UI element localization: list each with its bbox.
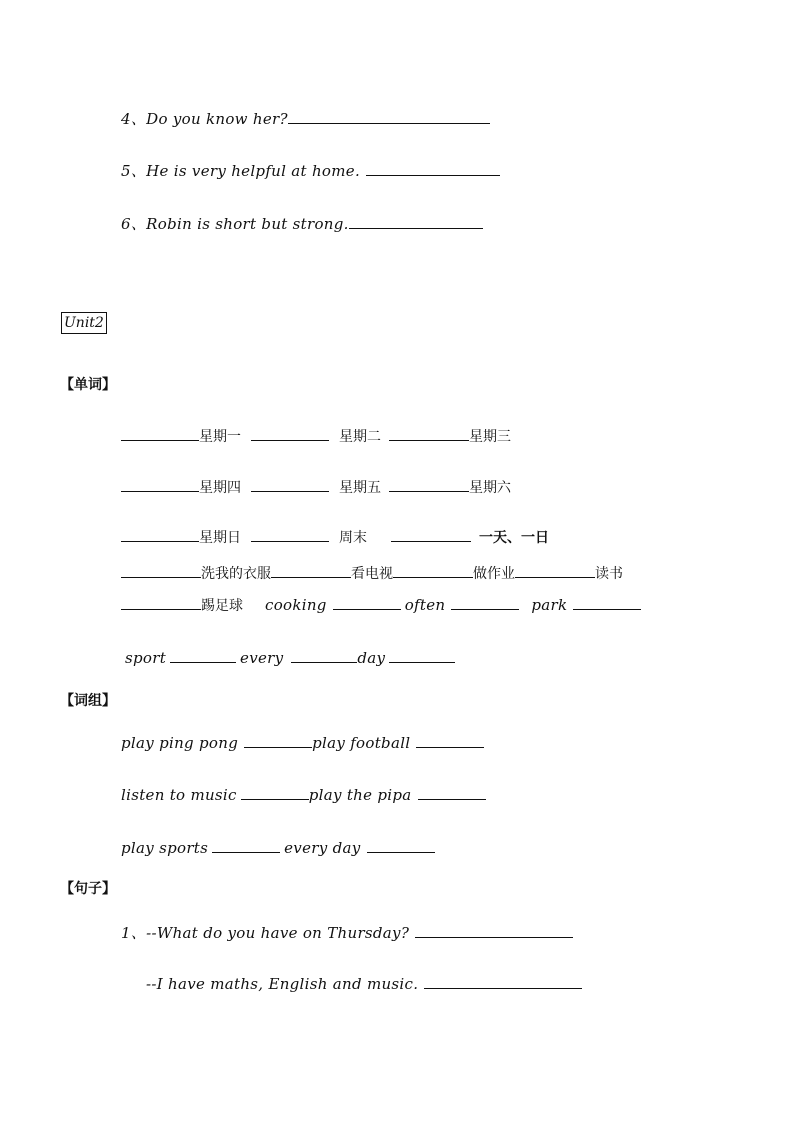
words-row-5: 踢足球 cooking often park bbox=[121, 595, 641, 615]
unit-label: Unit2 bbox=[61, 312, 107, 334]
answer-blank[interactable] bbox=[451, 595, 519, 610]
answer-blank[interactable] bbox=[389, 426, 469, 441]
answer-blank[interactable] bbox=[367, 838, 435, 853]
words-row-4: 洗我的衣服 看电视 做作业 读书 bbox=[121, 563, 623, 583]
answer-blank[interactable] bbox=[241, 785, 309, 800]
answer-blank[interactable] bbox=[391, 527, 471, 542]
words-row-3: 星期日 周末 一天、一日 bbox=[121, 527, 549, 547]
section-words-heading: 【单词】 bbox=[60, 377, 116, 393]
answer-blank[interactable] bbox=[291, 648, 357, 663]
answer-blank[interactable] bbox=[244, 733, 312, 748]
answer-blank[interactable] bbox=[170, 648, 236, 663]
answer-blank[interactable] bbox=[573, 595, 641, 610]
answer-blank[interactable] bbox=[424, 974, 582, 989]
words-row-2: 星期四 星期五 星期六 bbox=[121, 477, 511, 497]
answer-blank[interactable] bbox=[251, 527, 329, 542]
answer-blank[interactable] bbox=[288, 109, 490, 124]
phrases-row-1: play ping pong play football bbox=[121, 733, 484, 752]
phrases-row-3: play sports every day bbox=[121, 838, 435, 857]
sentence-1-question: 1、--What do you have on Thursday? bbox=[121, 922, 573, 943]
sentence-4: 4、Do you know her? bbox=[121, 108, 490, 129]
section-phrases-heading: 【词组】 bbox=[60, 693, 116, 709]
phrases-row-2: listen to music play the pipa bbox=[121, 785, 486, 804]
words-row-1: 星期一 星期二 星期三 bbox=[121, 426, 511, 446]
answer-blank[interactable] bbox=[416, 733, 484, 748]
answer-blank[interactable] bbox=[366, 161, 500, 176]
answer-blank[interactable] bbox=[212, 838, 280, 853]
answer-blank[interactable] bbox=[271, 563, 351, 578]
sentence-6: 6、Robin is short but strong. bbox=[121, 213, 483, 234]
words-row-6: sport every day bbox=[125, 648, 455, 667]
answer-blank[interactable] bbox=[418, 785, 486, 800]
answer-blank[interactable] bbox=[349, 214, 483, 229]
answer-blank[interactable] bbox=[121, 527, 199, 542]
answer-blank[interactable] bbox=[121, 563, 201, 578]
answer-blank[interactable] bbox=[251, 426, 329, 441]
answer-blank[interactable] bbox=[121, 477, 199, 492]
sentence-5: 5、He is very helpful at home. bbox=[121, 160, 500, 181]
answer-blank[interactable] bbox=[415, 923, 573, 938]
answer-blank[interactable] bbox=[515, 563, 595, 578]
answer-blank[interactable] bbox=[121, 595, 201, 610]
section-sentences-heading: 【句子】 bbox=[60, 881, 116, 897]
answer-blank[interactable] bbox=[333, 595, 401, 610]
sentence-1-answer: --I have maths, English and music. bbox=[146, 974, 582, 993]
answer-blank[interactable] bbox=[389, 648, 455, 663]
answer-blank[interactable] bbox=[393, 563, 473, 578]
answer-blank[interactable] bbox=[251, 477, 329, 492]
answer-blank[interactable] bbox=[121, 426, 199, 441]
answer-blank[interactable] bbox=[389, 477, 469, 492]
